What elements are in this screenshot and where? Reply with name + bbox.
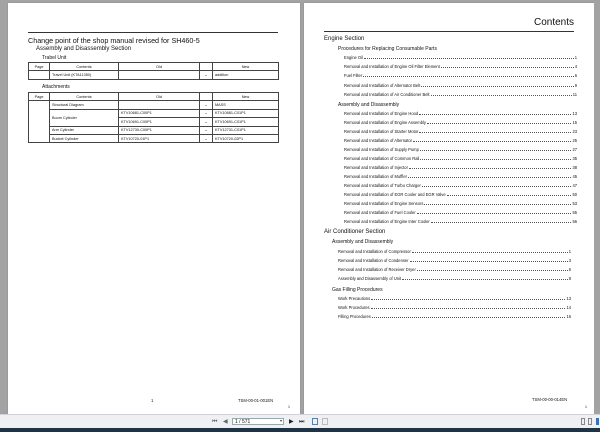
toc-item[interactable]: Removal and Installation of Turbo Charger 47	[344, 183, 577, 188]
toc-item[interactable]: Engine Oil 1	[344, 55, 577, 60]
table-row: Structural Diagram → MASS	[29, 101, 279, 109]
col-arrow	[200, 63, 213, 71]
toc-item[interactable]: Fuel Filter 6	[344, 73, 577, 78]
toc-item[interactable]: Assembly and Disassembly of Unit 8	[338, 276, 571, 281]
page-left	[8, 3, 300, 414]
page-right	[304, 3, 594, 414]
toc-item[interactable]: Removal and Installation of Injector 38	[344, 165, 577, 170]
next-page-button[interactable]: ▶	[289, 419, 294, 425]
toc-item[interactable]: Removal and Installation of Condenser 3	[338, 258, 571, 263]
col-new: New	[213, 63, 279, 71]
toc-item[interactable]: Removal and Installation of Engine Hood 13	[344, 111, 577, 116]
toc-item[interactable]: Removal and Installation of Engine Inter Cooler 56	[344, 219, 577, 224]
group-gas-filling: Gas Filling Procedures	[332, 287, 383, 293]
toc-item[interactable]: Removal and Installation of Air Conditioner Belt 11	[344, 92, 577, 97]
change-title: Change point of the shop manual revised for SH460-5	[28, 36, 200, 45]
contents-heading: Contents	[533, 17, 574, 28]
toc-item[interactable]: Removal and Installation of Receiver Dryer 6	[338, 267, 571, 272]
group-assembly: Assembly and Disassembly	[338, 102, 400, 108]
col-old: Old	[119, 63, 200, 71]
section-title: Assembly and Disassembly Section	[36, 46, 132, 52]
table-row: Travel Unit (KTA11350) → addition	[29, 71, 279, 79]
group-title-travel: Trabel Unit	[42, 55, 67, 61]
toc-item[interactable]: Removal and Installation of Starter Motor 23	[344, 129, 577, 134]
toc-item[interactable]: Filling Procedures 16	[338, 314, 571, 319]
toc-item[interactable]: Removal and Installation of Compressor 1	[338, 249, 571, 254]
toc-item[interactable]: Removal and Installation of Supply Pump 27	[344, 147, 577, 152]
toc-item[interactable]: Removal and Installation of Muffler 45	[344, 174, 577, 179]
continuous-view-icon[interactable]	[596, 418, 599, 425]
doc-code: TSM-00-00-014EN	[532, 397, 568, 402]
two-page-view-icon[interactable]	[588, 418, 592, 425]
table-row: Boom Cylinder KTV10681-C00P1 → KTV10681-C01P1	[29, 109, 279, 117]
section-air-conditioner: Air Conditioner Section	[324, 229, 386, 235]
toc-item[interactable]: Removal and Installation of EGR Cooler and EGR Valve 50	[344, 192, 577, 197]
group-consumables: Procedures for Replacing Consumable Parts	[338, 46, 437, 52]
page-number: 1	[151, 398, 154, 403]
group-title-attachments: Attachments	[42, 84, 70, 90]
doc-code: TSM-00-01-001EN	[238, 398, 274, 403]
col-page: Page	[29, 63, 50, 71]
travel-unit-table	[28, 62, 279, 80]
toc-item[interactable]: Removal and Installation of Alternator Belt 9	[344, 83, 577, 88]
attachments-table: Page Contents Old New Structural Diagram → MASS Boom Cylinder KTV10681-C00P1 → KTV10681-C01P1 KTV10691-C00P1 → KTV10691-C01P1 Arm Cylinder KTV12730-C00P1 → KTV12731-C01P1 Bucket Cylinder KTV10720-01P1 → KTV10720-02P1	[28, 92, 279, 143]
toc-item[interactable]: Work Precautions 13	[338, 296, 571, 301]
toc-item[interactable]: Removal and Installation of Engine Oil Filter Element 4	[344, 64, 577, 69]
prev-page-button[interactable]: ◀	[223, 419, 228, 425]
corner-number: 1	[288, 405, 290, 409]
title-rule	[28, 32, 278, 33]
heading-rule	[324, 31, 574, 32]
first-page-button[interactable]: ⏮	[212, 419, 218, 425]
page-number-input[interactable]: 1 / 571	[232, 418, 284, 425]
group-ac-assembly: Assembly and Disassembly	[332, 239, 394, 245]
table-row: Arm Cylinder KTV12730-C00P1 → KTV12731-C01P1	[29, 126, 279, 134]
page-dropdown-icon[interactable]: ▾	[280, 418, 283, 423]
table-row: Bucket Cylinder KTV10720-01P1 → KTV10720-02P1	[29, 134, 279, 142]
toc-item[interactable]: Work Procedures 14	[338, 305, 571, 310]
vertical-scrollbar[interactable]	[594, 0, 600, 414]
toc-item[interactable]: Removal and Installation of Fuel Cooler 55	[344, 210, 577, 215]
toc-item[interactable]: Removal and Installation of Alternator 25	[344, 138, 577, 143]
copy-page-icon[interactable]	[312, 418, 318, 425]
toc-item[interactable]: Removal and Installation of Engine Assembly 15	[344, 120, 577, 125]
single-page-view-icon[interactable]	[581, 418, 585, 425]
col-contents: Contents	[50, 63, 119, 71]
section-engine: Engine Section	[324, 36, 365, 42]
taskbar	[0, 428, 600, 432]
paste-page-icon[interactable]	[322, 418, 328, 425]
table-row: KTV10691-C00P1 → KTV10691-C01P1	[29, 118, 279, 126]
last-page-button[interactable]: ⏭	[299, 419, 305, 425]
corner-number: 1	[585, 405, 587, 409]
toc-item[interactable]: Removal and Installation of Engine Sensors 53	[344, 201, 577, 206]
toc-item[interactable]: Removal and Installation of Common Rail 35	[344, 156, 577, 161]
navigation-toolbar	[0, 414, 600, 429]
